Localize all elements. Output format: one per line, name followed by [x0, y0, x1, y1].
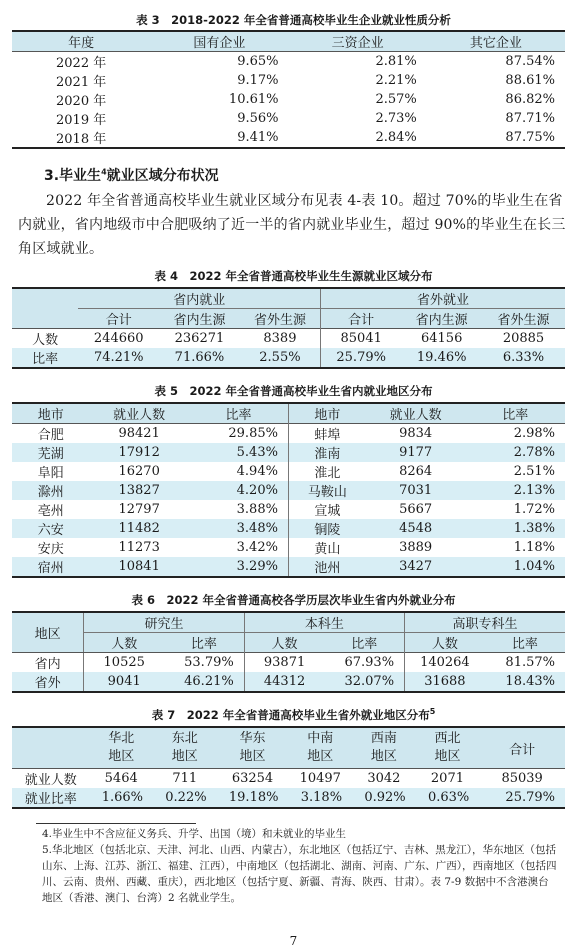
table4-sub-header: 省外生源 — [482, 309, 565, 329]
table-cell: 74.21% — [78, 348, 159, 368]
table-row — [12, 348, 565, 368]
table6-caption: 表 6 2022 年全省普通高校各学历层次毕业生省内外就业分布 — [131, 593, 456, 607]
table-row — [12, 672, 565, 692]
table-cell: 2020 年 — [56, 94, 107, 109]
table7-header: 西南 地区 — [352, 727, 416, 769]
table-cell: 1.38% — [465, 519, 565, 538]
table-cell: 2.73% — [375, 111, 417, 126]
table6-sub-header: 比率 — [485, 633, 565, 653]
table-cell: 88.61% — [505, 73, 555, 88]
body-paragraph: 2022 年全省普通高校毕业生就业区域分布见表 4-表 10。超过 70%的毕业生在省内就业，省内地级市中合肥吸纳了近一半的省内就业毕业生，超过 90%的毕业生在长三角区域就业。 — [18, 193, 566, 257]
section-title-rest: 就业区域分布状况 — [106, 168, 219, 184]
table-cell: 6.33% — [482, 348, 565, 368]
table6-group-header: 研究生 — [84, 612, 244, 633]
table-cell: 池州 — [288, 557, 365, 577]
table-cell: 31688 — [405, 672, 485, 692]
table5-header: 比率 — [189, 403, 289, 424]
table-cell: 0.63% — [416, 788, 480, 808]
table-cell: 3.29% — [189, 557, 289, 577]
table-cell: 阜阳 — [37, 466, 64, 481]
table4-caption: 表 4 2022 年全省普通高校毕业生生源就业区域分布 — [154, 269, 433, 283]
table-cell: 1.04% — [465, 557, 565, 577]
table-cell: 71.66% — [159, 348, 240, 368]
table7-header: 东北 地区 — [153, 727, 217, 769]
table-cell: 85041 — [340, 331, 382, 346]
table-cell: 3889 — [399, 540, 433, 555]
table-row — [12, 462, 565, 481]
table-cell: 10841 — [89, 557, 189, 577]
table-cell: 4.20% — [189, 481, 289, 500]
table-cell: 3.88% — [189, 500, 289, 519]
table-cell: 1.18% — [513, 540, 555, 555]
table6-sub-header: 人数 — [244, 633, 324, 653]
page-number: 7 — [289, 934, 298, 948]
table-cell: 蚌埠 — [314, 428, 341, 443]
table-cell: 19.46% — [401, 348, 482, 368]
table-cell: 2.98% — [513, 426, 555, 441]
table-cell: 1.66% — [89, 788, 153, 808]
table-cell: 8264 — [399, 464, 433, 479]
table-cell: 98421 — [118, 426, 160, 441]
table4-group-header: 省外就业 — [321, 288, 565, 309]
table-cell: 11273 — [118, 540, 160, 555]
table-cell: 3.48% — [189, 519, 289, 538]
table-cell: 2.21% — [375, 73, 417, 88]
table5-header: 就业人数 — [366, 403, 466, 424]
table4-sub-header: 省内生源 — [401, 309, 482, 329]
table-cell: 87.71% — [505, 111, 555, 126]
table3 — [12, 30, 565, 149]
table-row — [12, 71, 565, 90]
table-row — [12, 557, 565, 577]
table-cell: 3427 — [366, 557, 466, 577]
table-cell: 2021 年 — [56, 75, 107, 90]
row-label: 省内 — [12, 653, 84, 673]
table-row — [12, 788, 565, 808]
table5-header: 比率 — [465, 403, 565, 424]
table4-sub-header: 省外生源 — [240, 309, 321, 329]
table6 — [12, 611, 565, 693]
row-label: 省外 — [12, 672, 84, 692]
table-cell: 16270 — [118, 464, 160, 479]
table7-header: 中南 地区 — [288, 727, 352, 769]
table-cell: 5667 — [399, 502, 433, 517]
table-cell: 0.92% — [352, 788, 416, 808]
table-cell: 10525 — [103, 655, 145, 670]
table-cell: 25.79% — [321, 348, 402, 368]
table5-header: 地市 — [12, 403, 89, 424]
table3-header-row — [12, 31, 565, 52]
table-cell: 81.57% — [505, 655, 555, 670]
table6-group-header: 高职专科生 — [405, 612, 565, 633]
table-cell: 黄山 — [314, 542, 341, 557]
table-cell: 2022 年 — [56, 56, 107, 71]
table-cell: 滁州 — [12, 481, 89, 500]
table5-header: 就业人数 — [89, 403, 189, 424]
table6-sub-header: 比率 — [164, 633, 244, 653]
table-cell: 29.85% — [189, 424, 289, 444]
table-cell: 64156 — [420, 331, 463, 346]
table-cell: 2.81% — [375, 54, 417, 69]
table-cell: 9.56% — [237, 111, 279, 126]
table-cell: 19.18% — [217, 788, 289, 808]
table-row — [12, 109, 565, 128]
table-row — [12, 443, 565, 462]
table6-corner: 地区 — [12, 612, 84, 653]
table-row — [12, 90, 565, 109]
table-cell: 9041 — [84, 672, 164, 692]
table7-caption — [0, 707, 587, 723]
table-cell: 铜陵 — [288, 519, 365, 538]
table-row — [12, 769, 565, 789]
table4-group-header: 省内就业 — [78, 288, 320, 309]
table-cell: 亳州 — [37, 504, 64, 519]
table-cell: 8389 — [240, 329, 321, 349]
table-cell: 9834 — [399, 426, 433, 441]
table-cell: 20885 — [502, 331, 545, 346]
table-cell: 5.43% — [189, 443, 289, 462]
table-row — [12, 128, 565, 148]
table7 — [12, 726, 565, 809]
table-cell: 10497 — [299, 771, 341, 786]
table7-header: 合计 — [479, 727, 565, 769]
table4 — [12, 287, 565, 369]
footnote: 5.华北地区（包括北京、天津、河北、山西、内蒙古），东北地区（包括辽宁、吉林、黑龙江），华东地区（包括山东、上海、江苏、浙江、福建、江西），中南地区（包括湖北、湖南、河南、广东、广西），西南地区（包括四川、云南、贵州、西藏、重庆），西北地区（包括宁夏、新疆、青海、陕西、甘肃）。表 7-9 数据中不含港澳台地区（香港、澳门、台湾）2 名就业学生。 — [42, 844, 557, 904]
table7-header: 华东 地区 — [217, 727, 289, 769]
table-cell: 140264 — [420, 655, 470, 670]
table-row — [12, 481, 565, 500]
table-cell: 合肥 — [37, 428, 64, 443]
table3-header: 三资企业 — [289, 31, 427, 52]
table6-group-header: 本科生 — [244, 612, 404, 633]
table-cell: 宣城 — [314, 504, 341, 519]
table-cell: 3042 — [367, 771, 401, 786]
table4-sub-header: 合计 — [321, 309, 402, 329]
table-cell: 1.72% — [513, 502, 555, 517]
table7-caption-text: 表 7 2022 年全省普通高校毕业生省外就业地区分布 — [151, 708, 430, 722]
table-cell: 87.54% — [505, 54, 555, 69]
table-cell: 12797 — [118, 502, 160, 517]
table-cell: 7031 — [366, 481, 466, 500]
table-cell: 67.93% — [324, 653, 404, 673]
table-cell: 芜湖 — [12, 443, 89, 462]
table-cell: 32.07% — [324, 672, 404, 692]
row-label: 比率 — [12, 348, 78, 368]
table-row — [12, 519, 565, 538]
footnote-rule — [36, 823, 196, 824]
table-cell: 86.82% — [505, 92, 555, 107]
footnote-ref: 5 — [429, 707, 436, 717]
table7-header-row — [12, 727, 565, 769]
table-cell: 17912 — [89, 443, 189, 462]
table-cell: 53.79% — [164, 653, 244, 673]
table-row — [12, 424, 565, 444]
table4-corner — [12, 309, 78, 329]
table-row — [12, 500, 565, 519]
table-cell: 13827 — [89, 481, 189, 500]
table-cell: 4.94% — [189, 462, 289, 481]
table-row — [12, 52, 565, 72]
table-cell: 244660 — [93, 331, 144, 346]
table-cell: 25.79% — [479, 788, 565, 808]
table4-corner — [12, 288, 78, 309]
table3-header: 年度 — [12, 31, 150, 52]
table-row — [12, 538, 565, 557]
table4-sub-header: 合计 — [78, 309, 159, 329]
table-cell: 六安 — [12, 519, 89, 538]
row-label: 人数 — [32, 333, 59, 348]
table-cell: 2.13% — [465, 481, 565, 500]
table7-header: 华北 地区 — [89, 727, 153, 769]
table-cell: 85039 — [501, 771, 543, 786]
table6-sub-header: 比率 — [324, 633, 404, 653]
table-cell: 2019 年 — [56, 113, 107, 128]
table-cell: 2.51% — [513, 464, 555, 479]
table7-header: 西北 地区 — [416, 727, 480, 769]
table-cell: 马鞍山 — [288, 481, 365, 500]
table5 — [12, 402, 565, 578]
table-cell: 淮南 — [288, 443, 365, 462]
table6-sub-header: 人数 — [84, 633, 164, 653]
table-cell: 2.55% — [240, 348, 321, 368]
section-title: 3.毕业生 — [44, 168, 102, 184]
row-label: 就业人数 — [24, 773, 77, 788]
table-cell: 9.41% — [237, 130, 279, 145]
table6-group-header-row — [12, 612, 565, 633]
table-cell: 10.61% — [228, 92, 279, 107]
table-row — [12, 653, 565, 673]
table3-caption: 表 3 2018-2022 年全省普通高校毕业生企业就业性质分析 — [136, 13, 451, 27]
table-cell: 11482 — [89, 519, 189, 538]
table-cell: 2018 年 — [56, 132, 107, 147]
table6-sub-header: 人数 — [405, 633, 485, 653]
table-cell: 2.57% — [375, 92, 417, 107]
table4-sub-header-row — [12, 309, 565, 329]
table4-group-header-row — [12, 288, 565, 309]
table5-header-row — [12, 403, 565, 424]
table4-sub-header: 省内生源 — [159, 309, 240, 329]
table5-header: 地市 — [288, 403, 365, 424]
table-cell: 宿州 — [12, 557, 89, 577]
table-cell: 44312 — [244, 672, 324, 692]
table-cell: 2071 — [430, 771, 464, 786]
table-cell: 4548 — [366, 519, 466, 538]
table-cell: 9.65% — [237, 54, 279, 69]
table-cell: 2.78% — [465, 443, 565, 462]
table6-sub-header-row — [12, 633, 565, 653]
table-cell: 236271 — [174, 331, 225, 346]
table-cell: 3.18% — [288, 788, 352, 808]
table-cell: 93871 — [263, 655, 306, 670]
section-heading — [44, 165, 587, 185]
table-cell: 18.43% — [485, 672, 565, 692]
table-cell: 87.75% — [505, 130, 555, 145]
table-row — [12, 329, 565, 349]
table-cell: 63254 — [231, 771, 274, 786]
table3-header: 国有企业 — [150, 31, 288, 52]
footnote: 4.毕业生中不含应征义务兵、升学、出国（境）和未就业的毕业生 — [42, 828, 347, 840]
table-cell: 安庆 — [37, 542, 64, 557]
table-cell: 3.42% — [189, 538, 289, 557]
table-cell: 5464 — [104, 771, 138, 786]
table5-caption: 表 5 2022 年全省普通高校毕业生省内就业地区分布 — [154, 384, 433, 398]
table-cell: 46.21% — [164, 672, 244, 692]
table-cell: 9177 — [366, 443, 466, 462]
footnote-ref: 4 — [101, 167, 107, 177]
table-cell: 2.84% — [375, 130, 417, 145]
table-cell: 淮北 — [314, 466, 341, 481]
table-cell: 711 — [172, 771, 198, 786]
table-cell: 0.22% — [153, 788, 217, 808]
table7-corner — [12, 727, 89, 769]
row-label: 就业比率 — [12, 788, 89, 808]
footnotes — [42, 826, 557, 906]
table-cell: 9.17% — [237, 73, 279, 88]
table3-header: 其它企业 — [427, 31, 565, 52]
